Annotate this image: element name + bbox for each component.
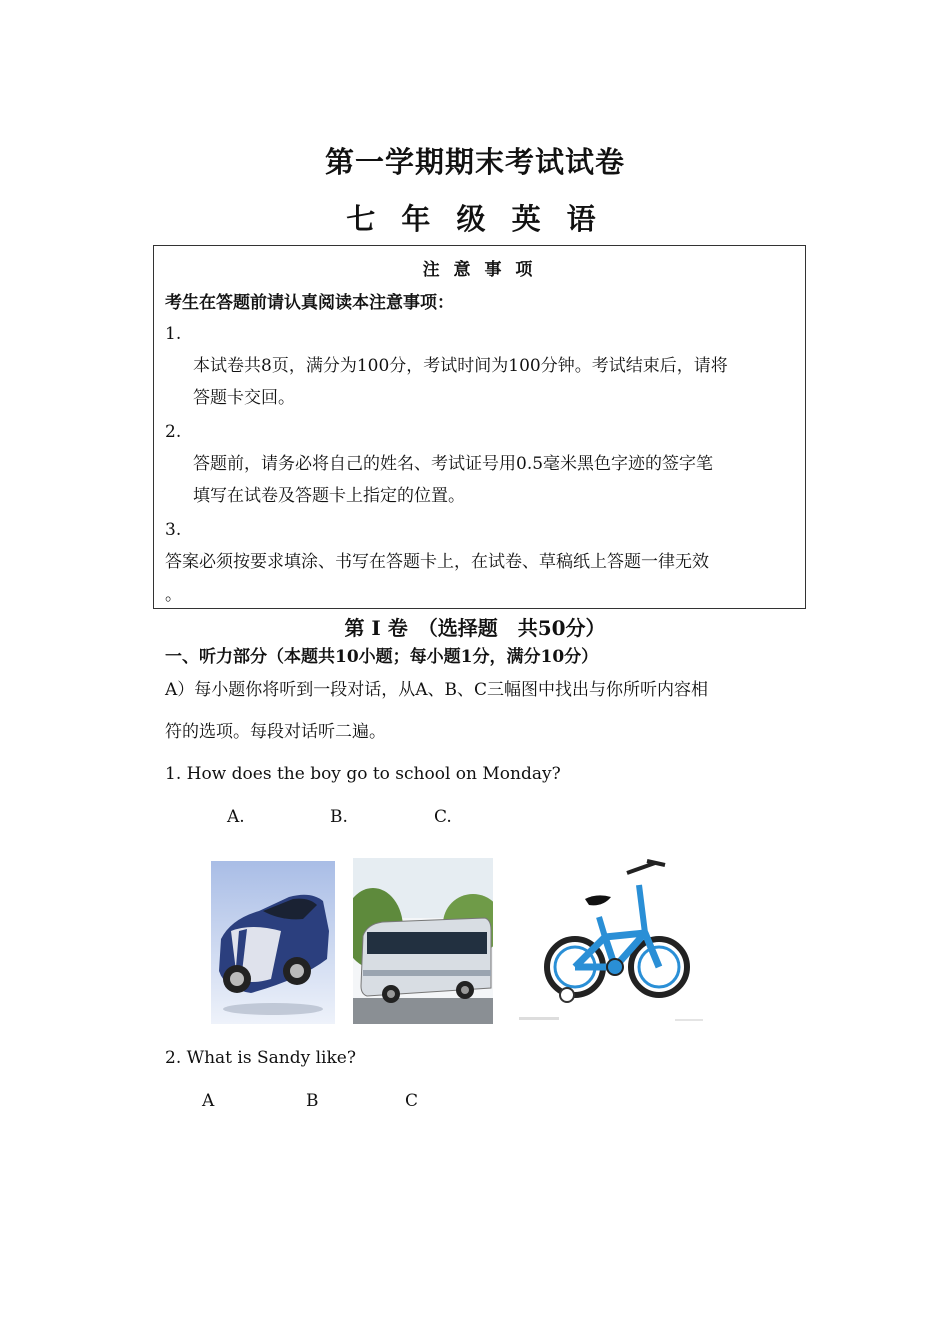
question-1-option-c: C. <box>434 807 452 827</box>
notice-heading: 注 意 事 项 <box>422 260 537 280</box>
exam-subtitle: 七 年 级 英 语 <box>346 202 604 236</box>
part-title: 一、听力部分（本题共10小题；每小题1分，满分10分） <box>165 647 599 667</box>
notice-item-1-line1: 本试卷共8页，满分为100分，考试时间为100分钟。考试结束后，请将 <box>193 356 728 376</box>
bicycle-image <box>515 855 707 1027</box>
question-2-text: 2. What is Sandy like? <box>165 1048 356 1068</box>
notice-item-2-line1: 答题前，请务必将自己的姓名、考试证号用0.5毫米黑色字迹的签字笔 <box>193 454 714 474</box>
notice-item-3-line2: 。 <box>165 585 182 605</box>
instruction-line1: A）每小题你将听到一段对话，从A、B、C三幅图中找出与你所听内容相 <box>165 680 709 700</box>
question-1-option-b: B. <box>330 807 348 827</box>
notice-item-3-num: 3. <box>165 520 182 540</box>
question-2-option-b: B <box>306 1091 319 1111</box>
question-2-option-a: A <box>202 1091 215 1111</box>
question-1-text: 1. How does the boy go to school on Monday? <box>165 764 561 784</box>
notice-item-1-line2: 答题卡交回。 <box>193 388 295 408</box>
notice-item-1-num: 1. <box>165 324 182 344</box>
instruction-line2: 符的选项。每段对话听二遍。 <box>165 722 386 742</box>
notice-item-2-line2: 填写在试卷及答题卡上指定的位置。 <box>193 486 465 506</box>
notice-item-2-num: 2. <box>165 422 182 442</box>
bus-image <box>353 858 493 1024</box>
question-2-option-c: C <box>405 1091 419 1111</box>
section-heading: 第 I 卷 （选择题 共50分） <box>344 616 606 640</box>
question-1-option-a: A. <box>227 807 245 827</box>
notice-intro: 考生在答题前请认真阅读本注意事项： <box>165 293 454 313</box>
notice-item-3-line1: 答案必须按要求填涂、书写在答题卡上，在试卷、草稿纸上答题一律无效 <box>165 552 709 572</box>
exam-title: 第一学期期末考试试卷 <box>324 145 625 179</box>
car-image <box>211 861 335 1024</box>
